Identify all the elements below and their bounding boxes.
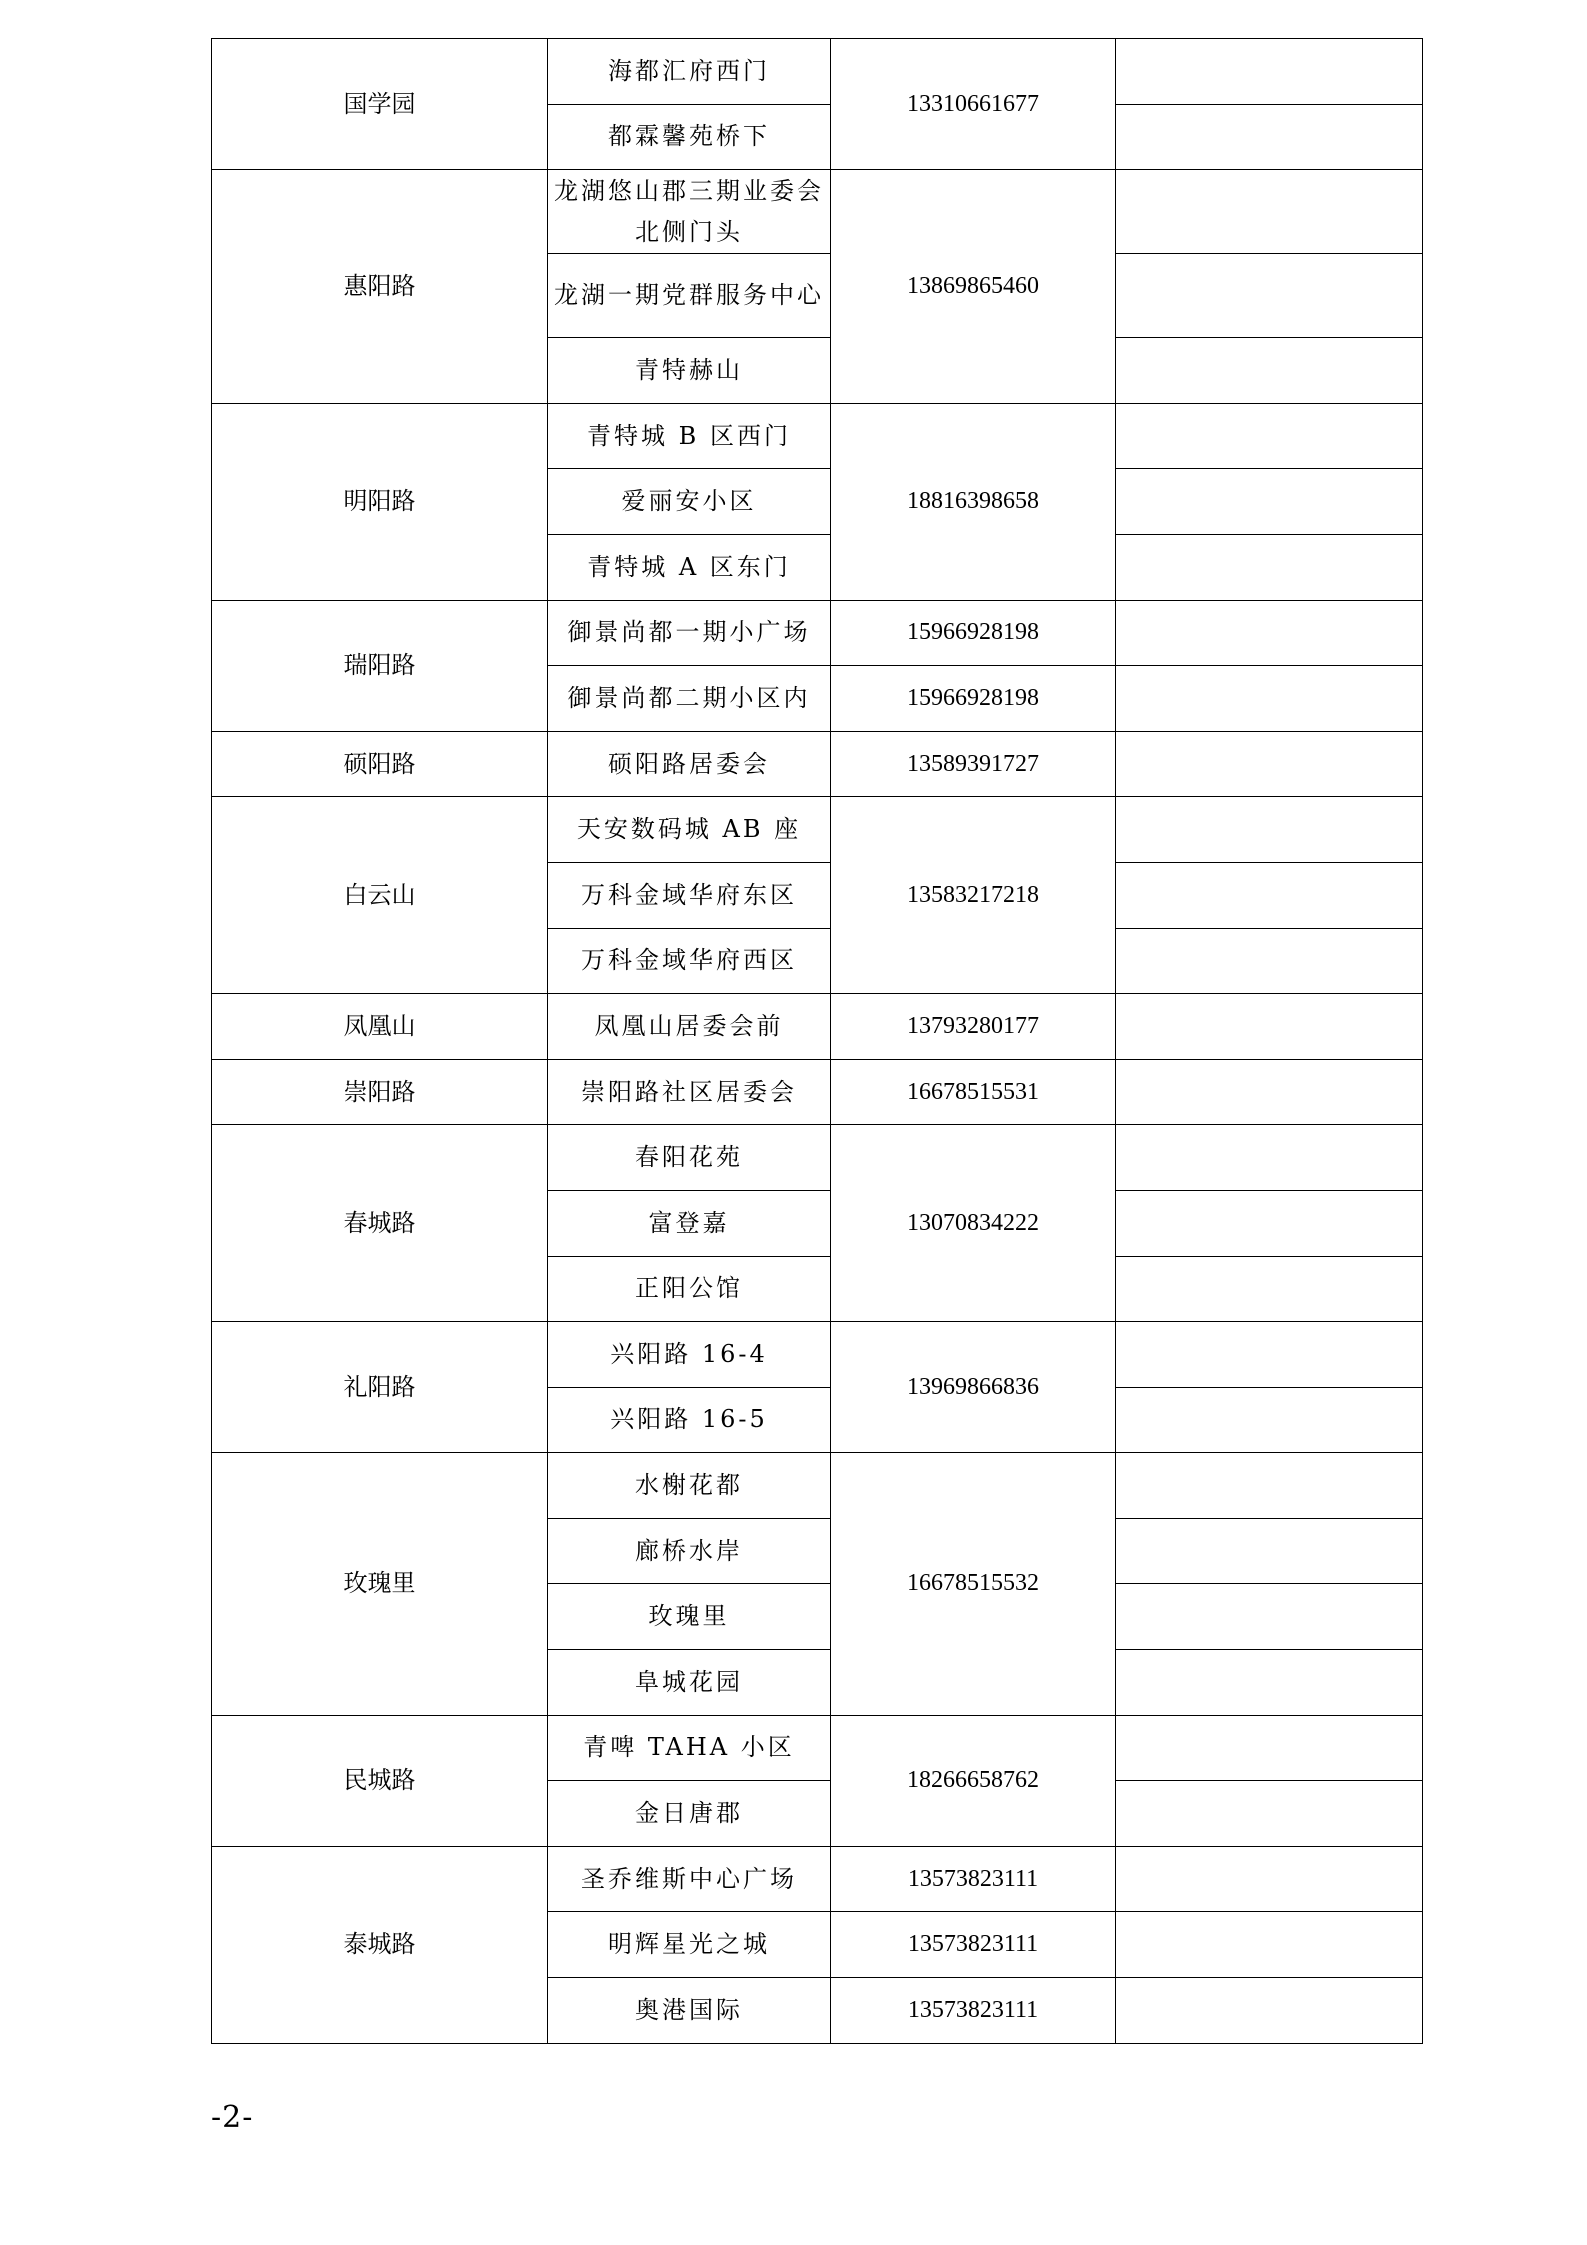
site-cell: 硕阳路居委会: [548, 731, 831, 797]
site-cell: 富登嘉: [548, 1190, 831, 1256]
table-row: [212, 39, 1423, 105]
blank-cell: [1116, 1059, 1423, 1125]
blank-cell: [1116, 928, 1423, 994]
community-cell: 凤凰山: [212, 994, 548, 1060]
community-cell: 国学园: [212, 39, 548, 170]
blank-cell: [1116, 104, 1423, 170]
contact-table: [211, 38, 1423, 2044]
phone-cell: 13793280177: [831, 994, 1116, 1060]
site-cell: 青啤 TAHA 小区: [548, 1715, 831, 1781]
site-cell: 万科金域华府东区: [548, 862, 831, 928]
blank-cell: [1116, 1978, 1423, 2044]
phone-cell: 16678515531: [831, 1059, 1116, 1125]
community-cell: 崇阳路: [212, 1059, 548, 1125]
blank-cell: [1116, 731, 1423, 797]
site-cell: 玫瑰里: [548, 1584, 831, 1650]
blank-cell: [1116, 1190, 1423, 1256]
table-row: [212, 1322, 1423, 1388]
phone-cell: 15966928198: [831, 666, 1116, 732]
phone-cell: 13310661677: [831, 39, 1116, 170]
phone-cell: 16678515532: [831, 1453, 1116, 1715]
contact-table-body: [212, 39, 1423, 2044]
phone-cell: 13583217218: [831, 797, 1116, 994]
table-row: [212, 1715, 1423, 1781]
table-row: [212, 1059, 1423, 1125]
community-cell: 瑞阳路: [212, 600, 548, 731]
blank-cell: [1116, 1322, 1423, 1388]
phone-cell: 13070834222: [831, 1125, 1116, 1322]
blank-cell: [1116, 1453, 1423, 1519]
blank-cell: [1116, 170, 1423, 254]
site-cell: 圣乔维斯中心广场: [548, 1846, 831, 1912]
site-cell: 海都汇府西门: [548, 39, 831, 105]
community-cell: 硕阳路: [212, 731, 548, 797]
blank-cell: [1116, 1912, 1423, 1978]
site-cell: 御景尚都一期小广场: [548, 600, 831, 666]
site-cell: 阜城花园: [548, 1650, 831, 1716]
site-cell: 御景尚都二期小区内: [548, 666, 831, 732]
blank-cell: [1116, 1781, 1423, 1847]
phone-cell: 13573823111: [831, 1912, 1116, 1978]
site-cell: 爱丽安小区: [548, 469, 831, 535]
table-row: [212, 1453, 1423, 1519]
site-cell: 青特城 B 区西门: [548, 403, 831, 469]
blank-cell: [1116, 797, 1423, 863]
site-cell: 奥港国际: [548, 1978, 831, 2044]
site-cell: 兴阳路 16-5: [548, 1387, 831, 1453]
blank-cell: [1116, 1715, 1423, 1781]
site-cell: 明辉星光之城: [548, 1912, 831, 1978]
site-cell: 廊桥水岸: [548, 1518, 831, 1584]
blank-cell: [1116, 994, 1423, 1060]
site-cell: 凤凰山居委会前: [548, 994, 831, 1060]
blank-cell: [1116, 469, 1423, 535]
site-cell: 春阳花苑: [548, 1125, 831, 1191]
site-cell: 金日唐郡: [548, 1781, 831, 1847]
blank-cell: [1116, 1256, 1423, 1322]
blank-cell: [1116, 1584, 1423, 1650]
site-cell: 正阳公馆: [548, 1256, 831, 1322]
blank-cell: [1116, 254, 1423, 338]
blank-cell: [1116, 666, 1423, 732]
site-cell: 青特城 A 区东门: [548, 534, 831, 600]
blank-cell: [1116, 338, 1423, 404]
phone-cell: 18816398658: [831, 403, 1116, 600]
site-cell: 青特赫山: [548, 338, 831, 404]
community-cell: 民城路: [212, 1715, 548, 1846]
blank-cell: [1116, 403, 1423, 469]
phone-cell: 15966928198: [831, 600, 1116, 666]
blank-cell: [1116, 600, 1423, 666]
phone-cell: 18266658762: [831, 1715, 1116, 1846]
community-cell: 礼阳路: [212, 1322, 548, 1453]
blank-cell: [1116, 1125, 1423, 1191]
table-row: [212, 1846, 1423, 1912]
site-cell: 都霖馨苑桥下: [548, 104, 831, 170]
site-cell: 天安数码城 AB 座: [548, 797, 831, 863]
community-cell: 玫瑰里: [212, 1453, 548, 1715]
phone-cell: 13589391727: [831, 731, 1116, 797]
community-cell: 明阳路: [212, 403, 548, 600]
table-row: [212, 1125, 1423, 1191]
table-row: [212, 994, 1423, 1060]
site-cell: 万科金域华府西区: [548, 928, 831, 994]
phone-cell: 13869865460: [831, 170, 1116, 404]
phone-cell: 13969866836: [831, 1322, 1116, 1453]
blank-cell: [1116, 534, 1423, 600]
blank-cell: [1116, 1650, 1423, 1716]
site-cell: 崇阳路社区居委会: [548, 1059, 831, 1125]
blank-cell: [1116, 1846, 1423, 1912]
page-number: -2-: [211, 2100, 254, 2135]
blank-cell: [1116, 39, 1423, 105]
table-row: [212, 600, 1423, 666]
site-cell: 龙湖悠山郡三期业委会北侧门头: [548, 170, 831, 254]
site-cell: 水榭花都: [548, 1453, 831, 1519]
community-cell: 白云山: [212, 797, 548, 994]
table-row: [212, 731, 1423, 797]
community-cell: 春城路: [212, 1125, 548, 1322]
community-cell: 惠阳路: [212, 170, 548, 404]
community-cell: 泰城路: [212, 1846, 548, 2043]
blank-cell: [1116, 1387, 1423, 1453]
site-cell: 兴阳路 16-4: [548, 1322, 831, 1388]
contact-table-sheet: [211, 38, 1409, 2044]
table-row: [212, 797, 1423, 863]
site-cell: 龙湖一期党群服务中心: [548, 254, 831, 338]
phone-cell: 13573823111: [831, 1978, 1116, 2044]
table-row: [212, 170, 1423, 254]
blank-cell: [1116, 1518, 1423, 1584]
phone-cell: 13573823111: [831, 1846, 1116, 1912]
blank-cell: [1116, 862, 1423, 928]
table-row: [212, 403, 1423, 469]
